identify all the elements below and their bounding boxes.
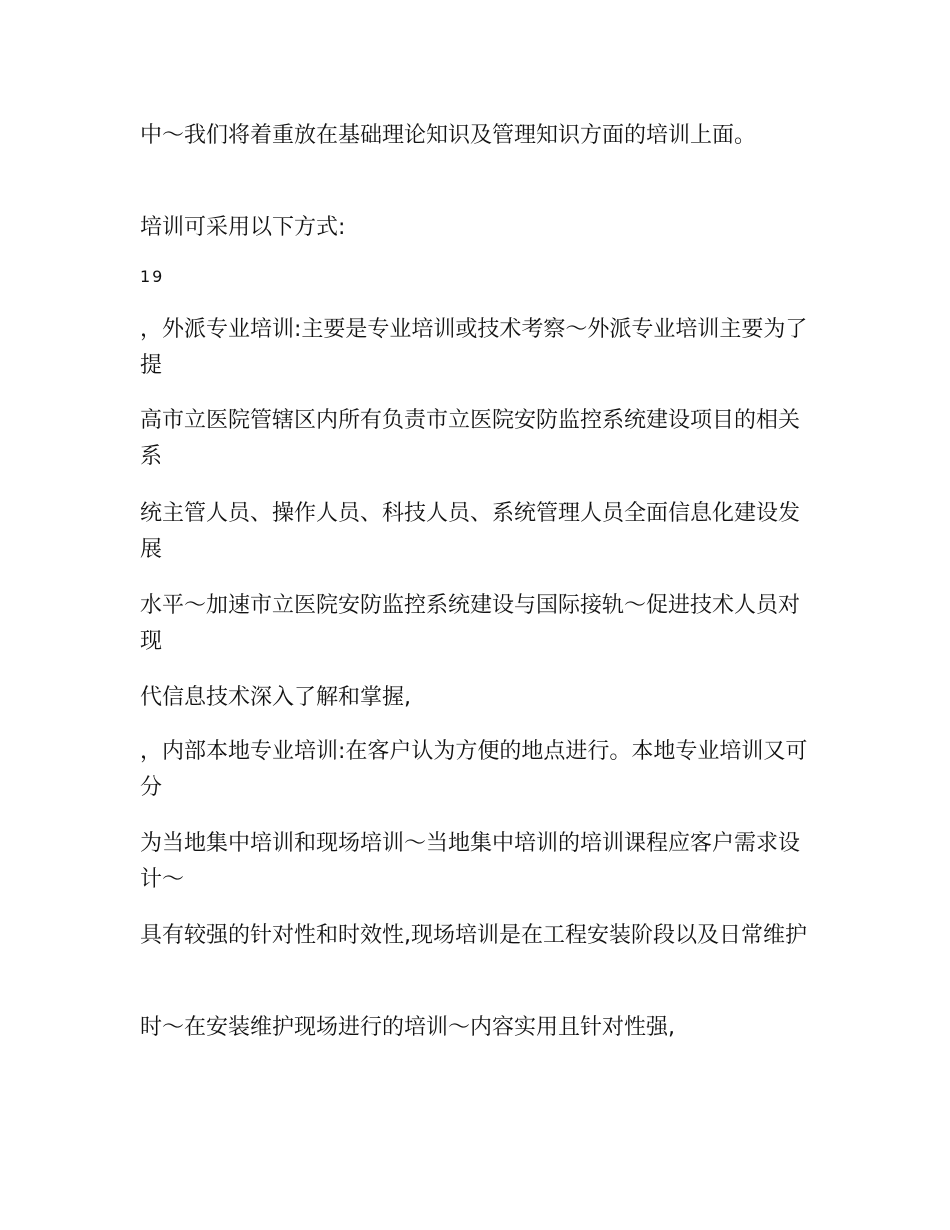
paragraph-5: 统主管人员、操作人员、科技人员、系统管理人员全面信息化建设发展: [140, 501, 801, 562]
paragraph-8: ，内部本地专业培训:在客户认为方便的地点进行。本地专业培训又可分: [140, 739, 808, 800]
paragraph-4: 高市立医院管辖区内所有负责市立医院安防监控系统建设项目的相关系: [140, 408, 801, 469]
paragraph-9: 为当地集中培训和现场培训～当地集中培训的培训课程应客户需求设计～: [140, 831, 801, 892]
document-page: [140, 0, 820, 1230]
paragraph-11: 时～在安装维护现场进行的培训～内容实用且针对性强,: [140, 1015, 675, 1040]
paragraph-10: 具有较强的针对性和时效性,现场培训是在工程安装阶段以及日常维护: [140, 923, 807, 948]
paragraph-1: 中～我们将着重放在基础理论知识及管理知识方面的培训上面。: [140, 123, 757, 148]
paragraph-2: 培训可采用以下方式:: [140, 215, 346, 240]
page-number: 19: [140, 267, 165, 286]
paragraph-7: 代信息技术深入了解和掌握,: [140, 685, 411, 710]
paragraph-6: 水平～加速市立医院安防监控系统建设与国际接轨～促进技术人员对现: [140, 593, 801, 654]
paragraph-3: ，外派专业培训:主要是专业培训或技术考察～外派专业培训主要为了提: [140, 317, 808, 378]
